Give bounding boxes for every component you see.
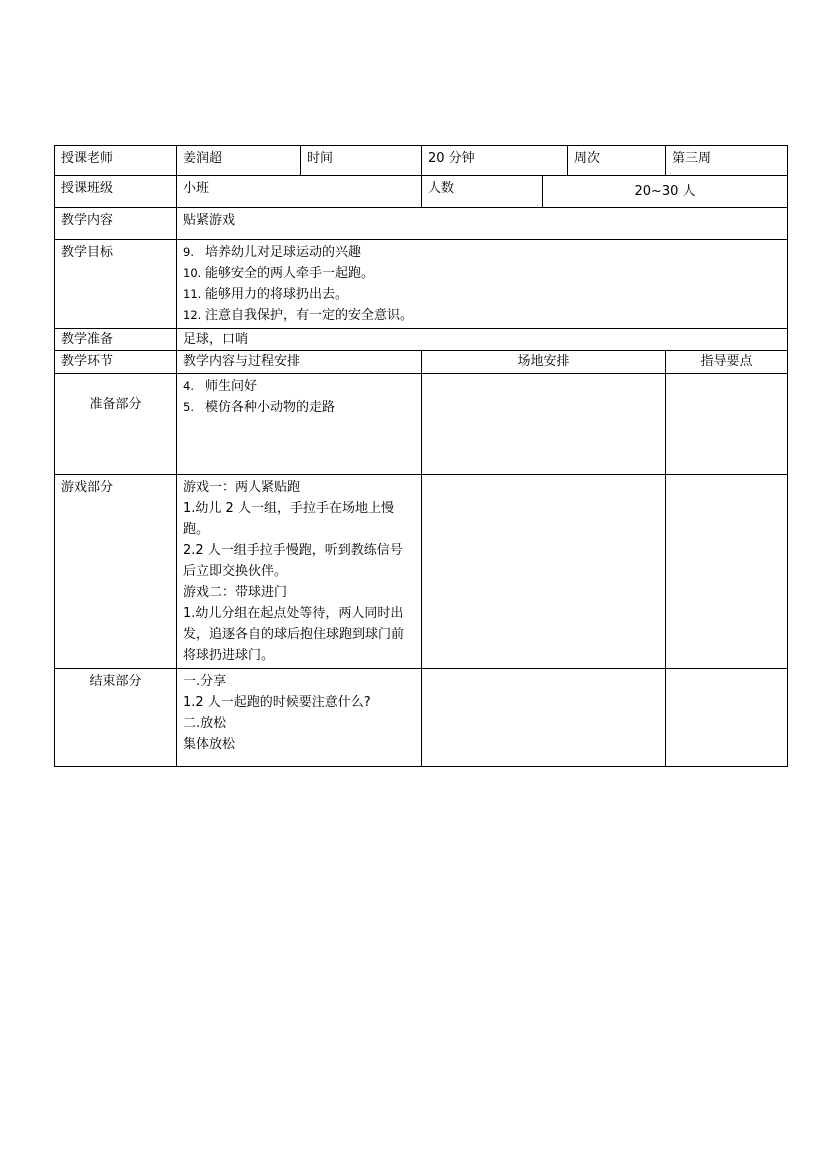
warmup-venue — [422, 374, 666, 475]
content-value: 贴紧游戏 — [177, 208, 788, 240]
game-line: 1.幼儿分组在起点处等待，两人同时出发，追逐各自的球后抱住球跑到球门前将球扔进球门。 — [183, 606, 405, 663]
class-label: 授课班级 — [55, 176, 177, 208]
lesson-plan-table — [54, 145, 788, 767]
row-warmup — [55, 374, 788, 475]
header-section: 教学环节 — [55, 351, 177, 374]
header-guide: 指导要点 — [666, 351, 788, 374]
end-venue — [422, 669, 666, 767]
goal-item: 11. 能够用力的将球扔出去。 — [183, 287, 349, 302]
goal-item: 9. 培养幼儿对足球运动的兴趣 — [183, 245, 362, 260]
game-line: 游戏一：两人紧贴跑 — [183, 480, 301, 495]
goal-item: 10. 能够安全的两人牵手一起跑。 — [183, 266, 375, 281]
teacher-label: 授课老师 — [55, 146, 177, 176]
game-venue — [422, 475, 666, 669]
teacher-value: 姜润超 — [177, 146, 301, 176]
goals-label: 教学目标 — [55, 240, 177, 329]
warmup-item: 4. 师生问好 — [183, 379, 258, 394]
game-guide — [666, 475, 788, 669]
game-label: 游戏部分 — [55, 475, 177, 669]
prep-label: 教学准备 — [55, 329, 177, 351]
header-venue: 场地安排 — [422, 351, 666, 374]
end-content — [177, 669, 422, 767]
game-line: 2.2 人一组手拉手慢跑，听到教练信号后立即交换伙伴。 — [183, 543, 403, 579]
end-line: 一.分享 — [183, 674, 227, 689]
prep-value: 足球，口哨 — [177, 329, 788, 351]
row-game — [55, 475, 788, 669]
row-content — [55, 208, 788, 240]
end-line: 1.2 人一起跑的时候要注意什么? — [183, 695, 371, 710]
warmup-content — [177, 374, 422, 475]
count-label: 人数 — [422, 176, 543, 208]
end-line: 集体放松 — [183, 737, 236, 752]
class-value: 小班 — [177, 176, 422, 208]
header-content: 教学内容与过程安排 — [177, 351, 422, 374]
end-line: 二.放松 — [183, 716, 227, 731]
end-guide — [666, 669, 788, 767]
time-label: 时间 — [301, 146, 422, 176]
warmup-label: 准备部分 — [55, 374, 177, 475]
row-header — [55, 351, 788, 374]
warmup-guide — [666, 374, 788, 475]
week-label: 周次 — [568, 146, 666, 176]
row-class — [55, 176, 788, 208]
row-prep — [55, 329, 788, 351]
game-line: 1.幼儿 2 人一组，手拉手在场地上慢跑。 — [183, 501, 394, 537]
game-line: 游戏二：带球进门 — [183, 585, 288, 600]
goals-list — [177, 240, 788, 329]
end-label: 结束部分 — [55, 669, 177, 767]
warmup-item: 5. 模仿各种小动物的走路 — [183, 400, 336, 415]
row-end — [55, 669, 788, 767]
row-teacher — [55, 146, 788, 176]
game-content — [177, 475, 422, 669]
week-value: 第三周 — [666, 146, 788, 176]
content-label: 教学内容 — [55, 208, 177, 240]
count-value: 20~30 人 — [543, 176, 788, 208]
row-goals — [55, 240, 788, 329]
goal-item: 12. 注意自我保护，有一定的安全意识。 — [183, 308, 414, 323]
time-value: 20 分钟 — [422, 146, 568, 176]
